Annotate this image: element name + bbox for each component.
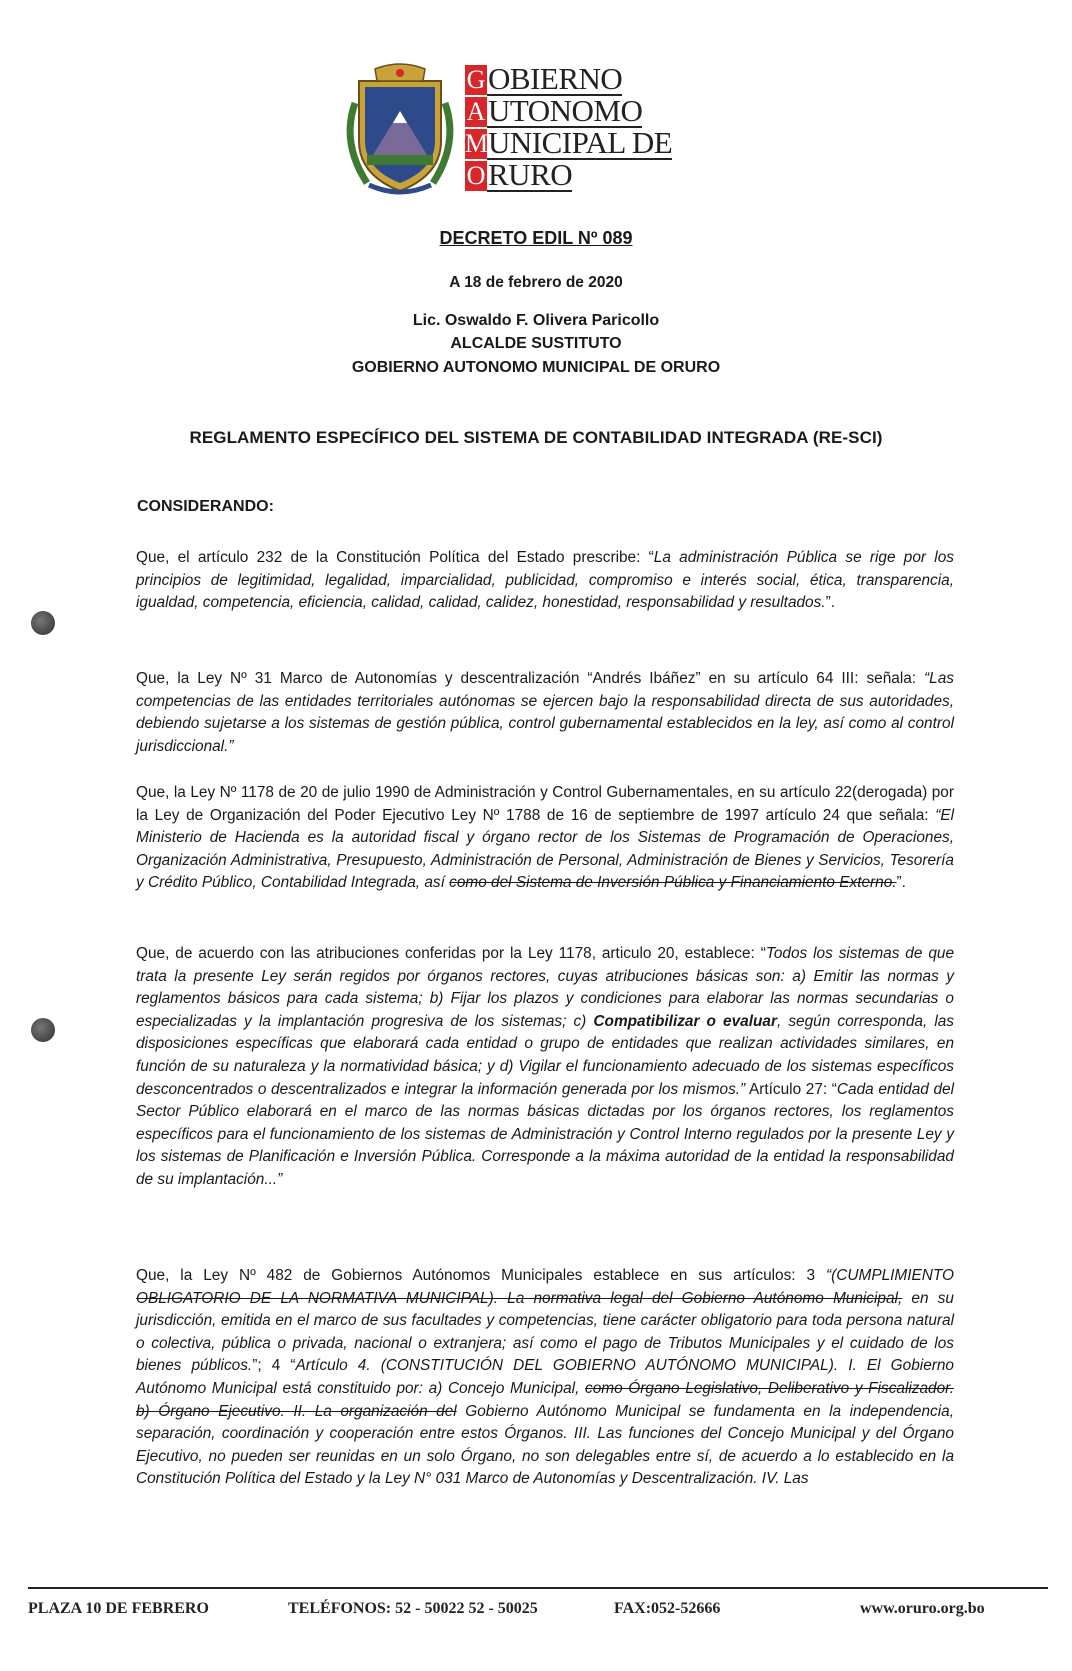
paragraph-segment: Cada entidad del Sector Público elaborará en el marco de las normas básicas dictadas por los órganos rectores, los reglamentos específicos para el funcionamiento de los sistemas de Administración y Control Interno regulados por la presente Ley y los sistemas de Planificación e Inversión Pública. Corresponde a la máxima autoridad de la entidad la responsabilidad de su implantación...”: [136, 1080, 954, 1188]
footer-fax: FAX:052-52666: [614, 1600, 721, 1617]
paragraph-segment: Compatibilizar o evaluar: [593, 1012, 777, 1030]
paragraph-segment: como Órgano Legislativo, Deliberativo y Fiscalizador. b) Órgano Ejecutivo. II. La organización del: [136, 1379, 954, 1420]
paragraph: [136, 1265, 954, 1491]
author-role: ALCALDE SUSTITUTO: [450, 335, 622, 352]
paragraph-segment: ”.: [896, 874, 906, 892]
paragraph-segment: Artículo 27: “: [745, 1080, 837, 1098]
coat-of-arms-icon: [345, 63, 455, 198]
paragraph-segment: “(CUMPLIMIENTO: [826, 1267, 954, 1284]
municipal-wordmark: G OBIERNO A UTONOMO M UNICIPAL DE O RURO: [465, 61, 673, 192]
decree-title: DECRETO EDIL Nº 089: [439, 228, 633, 248]
paragraph-segment: “Las competencias de las entidades territoriales autónomas se ejercen bajo la responsabilidad directa de sus autoridades, debiendo sujetarse a los sistemas de gestión pública, control gubernamental establecidos en la ley, así como al control jurisdiccional.”: [136, 670, 954, 755]
paragraph: [136, 668, 954, 758]
paragraph-segment: Artículo 4. (CONSTITUCIÓN DEL GOBIERNO AUTÓNOMO MUNICIPAL). I. El Gobierno Autónomo Municipal está constituido por: a) Concejo Municipal,: [136, 1357, 954, 1397]
punch-hole: [31, 1018, 55, 1042]
regulation-title: REGLAMENTO ESPECÍFICO DEL SISTEMA DE CONTABILIDAD INTEGRADA (RE-SCI): [189, 428, 883, 447]
paragraph: [136, 547, 954, 615]
footer-address: PLAZA 10 DE FEBRERO: [28, 1600, 209, 1617]
paragraph-segment: Que, la Ley Nº 482 de Gobiernos Autónomos Municipales establece en sus artículos: 3: [136, 1267, 827, 1284]
paragraph-segment: Todos los sistemas de que trata la presente Ley serán regidos por órganos rectores, cuyas atribuciones básicas son: a) Emitir las normas y reglamentos básicos para cada sistema; b) Fijar los plazos y condiciones para elaborar las normas secundarias o especializadas y la implantación progresiva de los sistemas; c): [136, 945, 955, 1030]
paragraph-segment: , según corresponda, las disposiciones específicas que elaborará cada entidad o grupo de entidades que realizan actividades similares, en función de su naturaleza y la normatividad básica; y d) Vigilar el funcionamiento adecuado de los sistemas específicos desconcentrados o descentralizados e integrar la información generada por los mismos.”: [136, 1012, 954, 1098]
paragraph-segment: ”.: [825, 594, 835, 612]
author-name: Lic. Oswaldo F. Olivera Paricollo: [412, 312, 660, 329]
footer-website[interactable]: www.oruro.org.bo: [860, 1600, 985, 1617]
paragraph-segment: Que, el artículo 232 de la Constitución Política del Estado prescribe: “: [136, 549, 654, 566]
considerando-heading: CONSIDERANDO:: [137, 498, 274, 515]
paragraph-segment: Que, de acuerdo con las atribuciones conferidas por la Ley 1178, articulo 20, establece: “: [136, 945, 766, 962]
paragraph-segment: ”; 4 “: [252, 1357, 296, 1375]
author-entity: GOBIERNO AUTONOMO MUNICIPAL DE ORURO: [351, 359, 721, 376]
paragraph-segment: Gobierno Autónomo Municipal se fundamenta en la independencia, separación, coordinación y cooperación entre estos Órganos. III. Las funciones del Concejo Municipal y del Órgano Ejecutivo, no pueden ser reunidas en un solo Órgano, no son delegables entre sí, de acuerdo a lo establecido en la Constitución Política del Estado y la Ley N° 031 Marco de Autonomías y Descentralización. IV. Las: [136, 1402, 954, 1488]
paragraph-segment: OBLIGATORIO DE LA NORMATIVA MUNICIPAL). La normativa legal del Gobierno Autónomo Municipal,: [136, 1289, 903, 1307]
footer-phones: TELÉFONOS: 52 - 50022 52 - 50025: [288, 1600, 538, 1617]
footer-divider: [28, 1587, 1048, 1589]
paragraph-segment: La administración Pública se rige por los principios de legitimidad, legalidad, imparcialidad, publicidad, compromiso e interés social, ética, transparencia, igualdad, competencia, eficiencia, calidad, calidad, calidez, honestidad, responsabilidad y resultados.: [136, 549, 954, 612]
paragraph-segment: Que, la Ley Nº 1178 de 20 de julio 1990 de Administración y Control Gubernamentales, en su artículo 22(derogada) por la Ley de Organización del Poder Ejecutivo Ley Nº 1788 de 16 de septiembre de 1997 artículo 24 que señala:: [136, 784, 954, 824]
paragraph-segment: Que, la Ley Nº 31 Marco de Autonomías y descentralización “Andrés Ibáñez” en su artículo 64 III: señala:: [136, 670, 925, 687]
punch-hole: [31, 611, 55, 635]
paragraph: [136, 943, 954, 1192]
decree-date: A 18 de febrero de 2020: [449, 274, 623, 291]
paragraph-segment: como del Sistema de Inversión Pública y Financiamiento Externo.: [449, 874, 897, 892]
municipal-logo: [345, 63, 725, 198]
paragraph-segment: en su jurisdicción, emitida en el marco de sus facultades y competencias, tiene carácter obligatorio para toda persona natural o colectiva, pública o privada, nacional o extranjera; así como el pago de Tributos Municipales y el cuidado de los bienes públicos.: [136, 1289, 954, 1375]
paragraph-segment: “El Ministerio de Hacienda es la autoridad fiscal y órgano rector de los Sistemas de Programación de Operaciones, Organización Administrativa, Presupuesto, Administración de Personal, Administración de Bienes y Servicios, Tesorería y Crédito Público, Contabilidad Integrada, así: [136, 806, 954, 892]
paragraph: [136, 782, 954, 895]
